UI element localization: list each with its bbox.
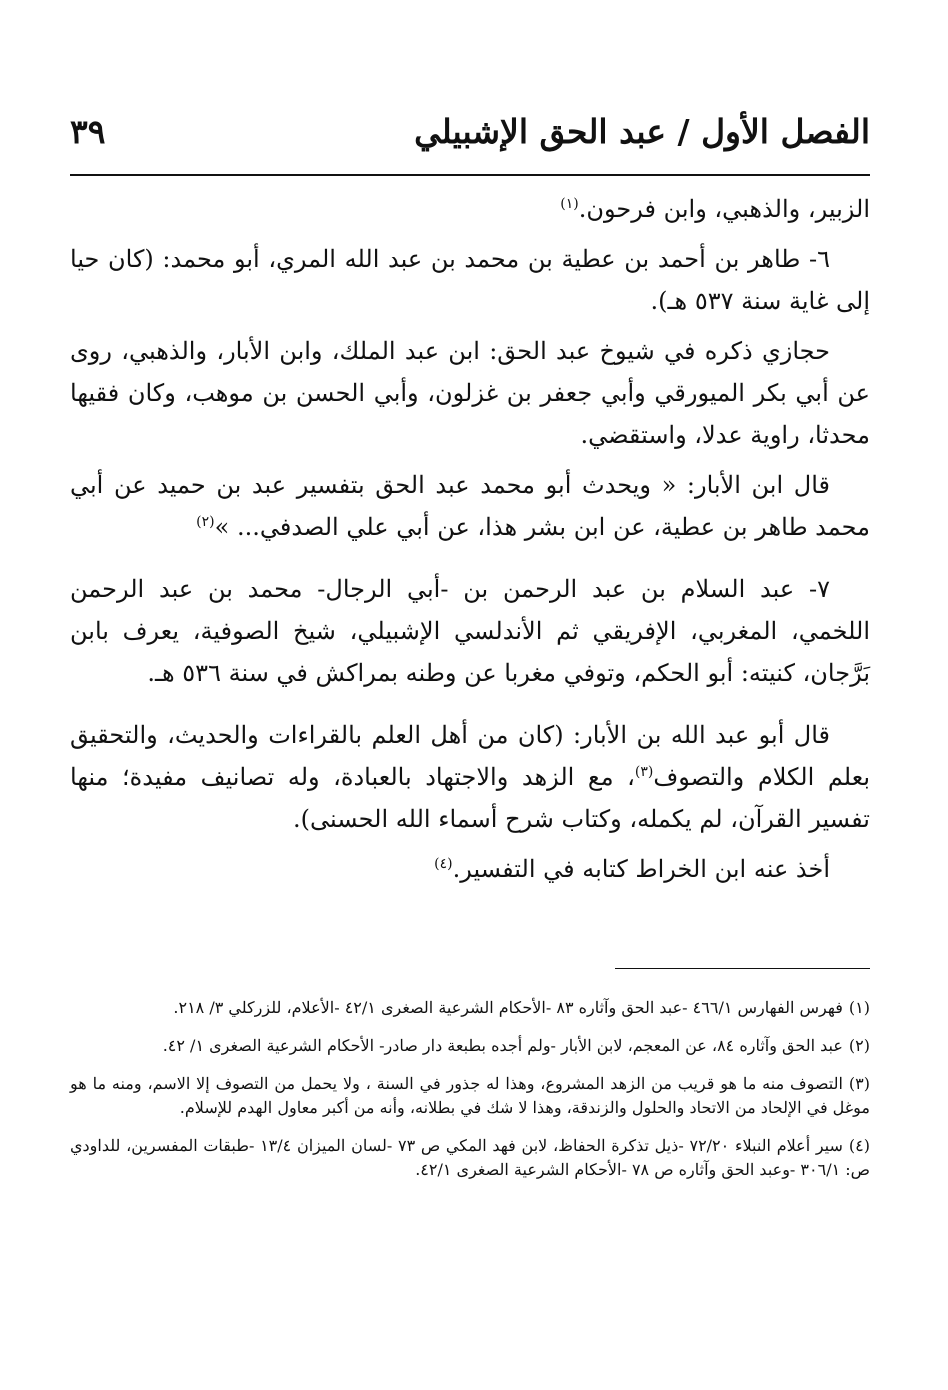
footnote-mark: (٣) [848, 1074, 870, 1093]
page-header [70, 108, 870, 168]
paragraph-6 [70, 714, 870, 840]
paragraph-5: ٧- عبد السلام بن عبد الرحمن بن -أبي الرجال- محمد بن عبد الرحمن اللخمي، المغربي، الإفريقي ثم الأندلسي الإشبيلي، شيخ الصوفية، يعرف بابن بَرَّجان، كنيته: أبو الحكم، وتوفي مغربا عن وطنه بمراكش في سنة ٥٣٦ هـ. [70, 575, 870, 687]
footnote-ref-3: (٣) [634, 764, 654, 780]
footnote-ref-2: (٢) [196, 514, 215, 530]
paragraph-text: الزبير، والذهبي، وابن فرحون. [578, 195, 870, 223]
footnote-ref-1: (١) [560, 196, 579, 212]
header-divider [70, 174, 870, 176]
footnote-mark: (٢) [848, 1036, 870, 1055]
page-number: ٣٩ [70, 112, 106, 151]
paragraph-text: ، مع الزهد والاجتهاد بالعبادة، وله تصانيف مفيدة؛ منها تفسير القرآن، لم يكمله، وكتاب شرح أسماء الله الحسنى). [70, 763, 870, 833]
paragraph-7 [70, 848, 870, 890]
footnote-divider [615, 968, 870, 969]
paragraph-2: ٦- طاهر بن أحمد بن عطية بن محمد بن عبد الله المري، أبو محمد: (كان حيا إلى غاية سنة ٥٣٧ هـ). [70, 245, 870, 315]
paragraph-text: قال ابن الأبار: « ويحدث أبو محمد عبد الحق بتفسير عبد بن حميد عن أبي محمد طاهر بن عطية، عن ابن بشر هذا، عن أبي علي الصدفي... » [70, 471, 870, 541]
footnote-ref-4: (٤) [434, 856, 453, 872]
paragraph-3: حجازي ذكره في شيوخ عبد الحق: ابن عبد الملك، وابن الأبار، والذهبي، روى عن أبي بكر الميورقي وأبي جعفر بن غزلون، وأبي الحسن بن موهب، وكان فقيها محدثا، راوية عدلا، واستقضي. [70, 337, 870, 449]
footnote-3 [70, 1072, 870, 1120]
paragraph-1 [70, 188, 870, 230]
chapter-title: الفصل الأول / عبد الحق الإشبيلي [414, 112, 870, 151]
footnote-1 [70, 996, 870, 1020]
footnote-mark: (١) [848, 998, 870, 1017]
footnotes [70, 996, 870, 1196]
paragraph-text: أخذ عنه ابن الخراط كتابه في التفسير. [452, 855, 830, 883]
footnote-text: فهرس الفهارس ٤٦٦/١ -عبد الحق وآثاره ٨٣ -الأحكام الشرعية الصغرى ٤٢/١ -الأعلام، للزركلي ٣/ ٢١٨. [173, 998, 843, 1017]
footnote-2 [70, 1034, 870, 1058]
footnote-text: التصوف منه ما هو قريب من الزهد المشروع، وهذا له جذور في السنة ، ولا يحمل من التصوف إلا الاسم، ومنه ما هو موغل في الإلحاد من الاتحاد والحلول والزندقة، وهذا لا شك في بطلانه، وأنه من أكبر معاول الهدم للإسلام. [70, 1074, 870, 1117]
footnote-mark: (٤) [848, 1136, 871, 1155]
paragraph-text: قال أبو عبد الله بن الأبار: (كان من أهل العلم بالقراءات والحديث، والتحقيق بعلم الكلام والتصوف [70, 721, 871, 791]
footnote-text: سير أعلام النبلاء ٧٢/٢٠ -ذيل تذكرة الحفاظ، لابن فهد المكي ص ٧٣ -لسان الميزان ١٣/٤ -طبقات المفسرين، للداودي ص: ٣٠٦/١ -وعبد الحق وآثاره ص ٧٨ -الأحكام الشرعية الصغرى ٤٢/١. [70, 1136, 870, 1179]
main-text [70, 188, 870, 898]
paragraph-4 [70, 464, 870, 548]
footnote-text: عبد الحق وآثاره ٨٤، عن المعجم، لابن الأبار -ولم أجده بطبعة دار صادر- الأحكام الشرعية الصغرى ١/ ٤٢. [162, 1036, 843, 1055]
footnote-4 [70, 1134, 870, 1182]
